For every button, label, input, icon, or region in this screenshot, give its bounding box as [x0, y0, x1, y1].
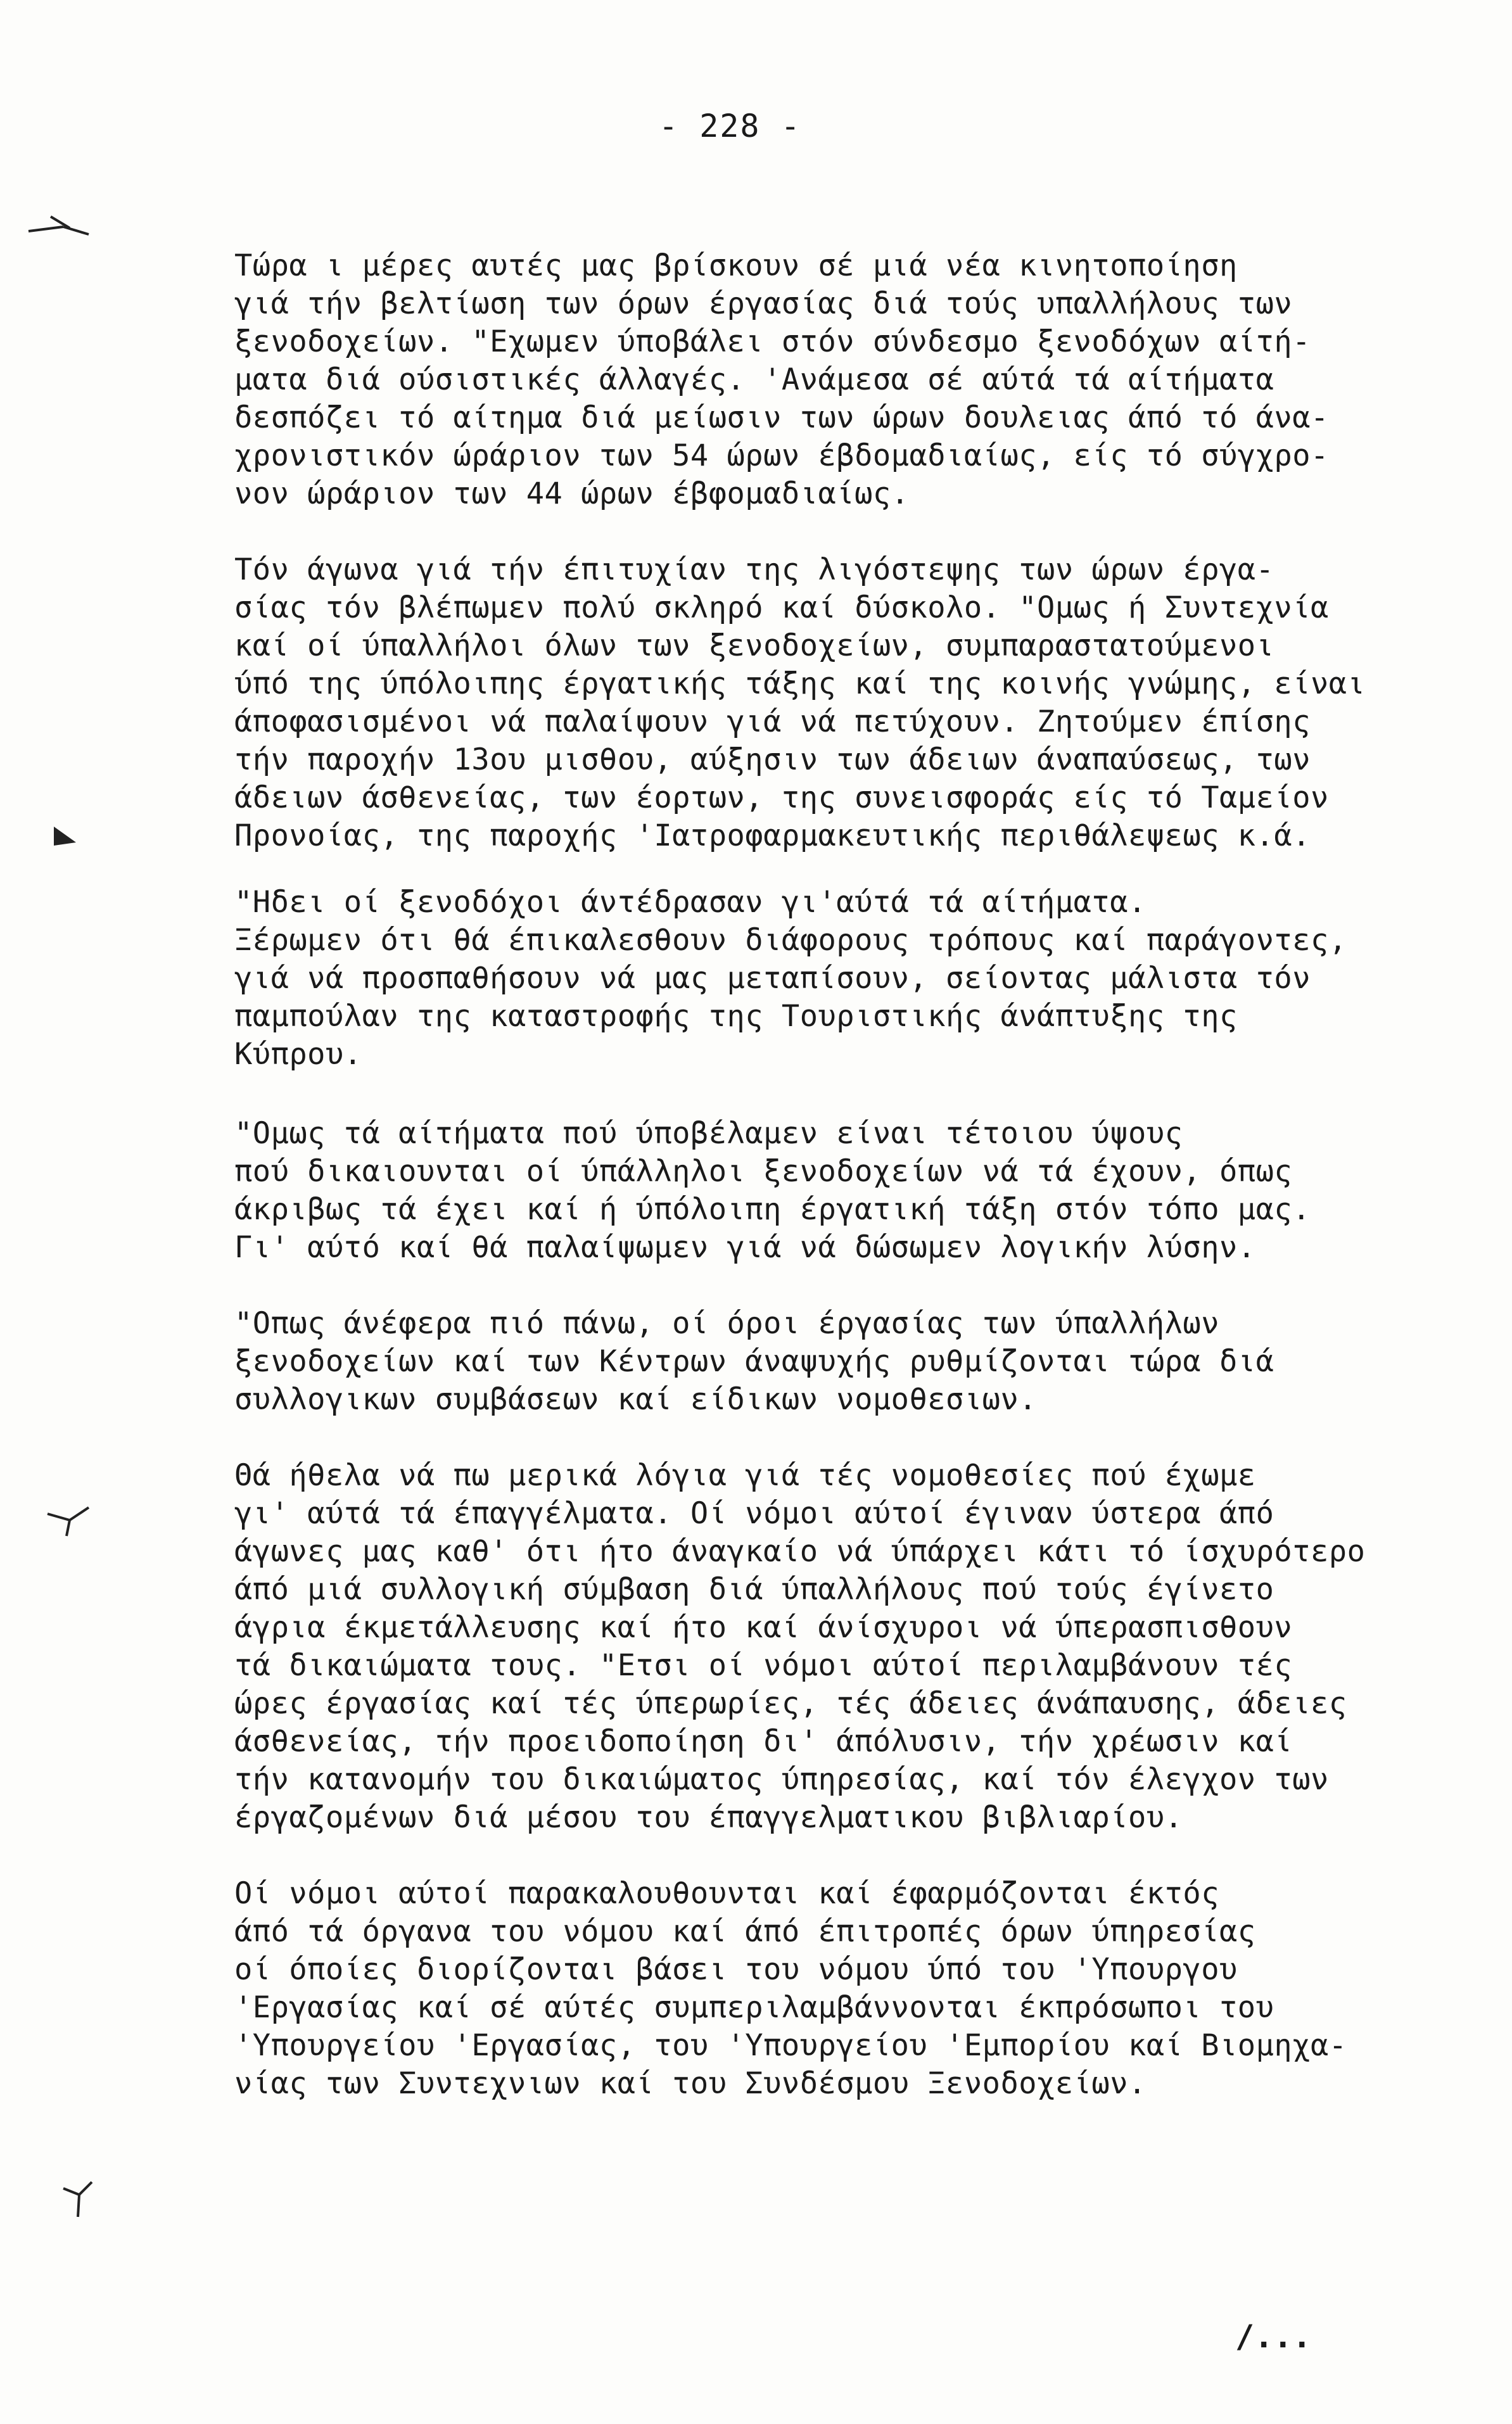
paragraph-4 [234, 1115, 1438, 1267]
page-number: - 228 - [659, 108, 801, 144]
paragraph-5 [234, 1305, 1438, 1419]
continuation-mark: /... [1235, 2318, 1312, 2355]
paragraph-6 [234, 1457, 1438, 1837]
paragraph-text: Τόν άγωνα γιά τήν έπιτυχίαν της λιγόστεψης των ώρων έργα- σίας τόν βλέπωμεν πολύ σκληρό καί δύσκολο. "Ομως ή Συντεχνία καί οί ύπαλλήλοι όλων των ξενοδοχείων, συμπαραστατούμενοι ύπό της ύπόλοιπης έργατικής τάξης καί της κοινής γνώμης, είναι άποφασισμένοι νά παλαίψουν γιά νά πετύχουν. Ζητούμεν έπίσης τήν παροχήν 13ου μισθου, αύξησιν των άδειων άναπαύσεως, των άδειων άσθενείας, των έορτων, της συνεισφοράς είς τό Ταμείον Προνοίας, της παροχής 'Ιατροφαρμακευτικής περιθάλεψεως κ.ά. [234, 552, 1366, 853]
paragraph-text: Θά ήθελα νά πω μερικά λόγια γιά τές νομοθεσίες πού έχωμε γι' αύτά τά έπαγγέλματα. Οί νόμοι αύτοί έγιναν ύστερα άπό άγωνες μας καθ' ότι ήτο άναγκαίο νά ύπάρχει κάτι τό ίσχυρότερο άπό μιά συλλογική σύμβαση διά ύπαλλήλους πού τούς έγίνετο άγρια έκμετάλλευσης καί ήτο καί άνίσχυροι νά ύπερασπισθουν τά δικαιώματα τους. "Ετσι οί νόμοι αύτοί περιλαμβάνουν τές ώρες έργασίας καί τές ύπερωρίες, τές άδειες άνάπαυσης, άδειες άσθενείας, τήν προειδοποίηση δι' άπόλυσιν, τήν χρέωσιν καί τήν κατανομήν του δικαιώματος ύπηρεσίας, καί τόν έλεγχον των έργαζομένων διά μέσου του έπαγγελματικου βιβλιαρίου. [234, 1458, 1366, 1835]
paragraph-text: Τώρα ι μέρες αυτές μας βρίσκουν σέ μιά νέα κινητοποίηση γιά τήν βελτίωση των όρων έργασίας διά τούς υπαλλήλους των ξενοδοχείων. "Εχωμεν ύποβάλει στόν σύνδεσμο ξενοδόχων αίτή- ματα διά ούσιστικές άλλαγές. 'Ανάμεσα σέ αύτά τά αίτήματα δεσπόζει τό αίτημα διά μείωσιν των ώρων δουλειας άπό τό άνα- χρονιστικόν ώράριον των 54 ώρων έβδομαδιαίως, είς τό σύγχρο- νον ώράριον των 44 ώρων έβφομαδιαίως. [234, 248, 1329, 511]
paragraph-text: "Ηδει οί ξενοδόχοι άντέδρασαν γι'αύτά τά αίτήματα. Ξέρωμεν ότι θά έπικαλεσθουν διάφορους τρόπους καί παράγοντες, γιά νά προσπαθήσουν νά μας μεταπίσουν, σείοντας μάλιστα τόν παμπούλαν της καταστροφής της Τουριστικής άνάπτυξης της Κύπρου. [234, 885, 1347, 1072]
margin-mark-arrow-top [25, 209, 95, 247]
margin-mark-arrow-middle [48, 817, 92, 855]
margin-mark-lower [44, 1501, 95, 1539]
margin-mark-bottom [60, 2179, 98, 2223]
paragraph-1 [234, 247, 1438, 513]
paragraph-2 [234, 551, 1438, 855]
paragraph-text: Οί νόμοι αύτοί παρακαλουθουνται καί έφαρμόζονται έκτός άπό τά όργανα του νόμου καί άπό έπιτροπές όρων ύπηρεσίας οί όποίες διορίζονται βάσει του νόμου ύπό του 'Υπουργου 'Εργασίας καί σέ αύτές συμπεριλαμβάννονται έκπρόσωποι του 'Υπουργείου 'Εργασίας, του 'Υπουργείου 'Εμπορίου καί Βιομηχα- νίας των Συντεχνιων καί του Συνδέσμου Ξενοδοχείων. [234, 1876, 1347, 2101]
paragraph-7 [234, 1875, 1438, 2103]
paragraph-3 [234, 884, 1438, 1074]
paragraph-text: "Ομως τά αίτήματα πού ύποβέλαμεν είναι τέτοιου ύψους πού δικαιουνται οί ύπάλληλοι ξενοδοχείων νά τά έχουν, όπως άκριβως τά έχει καί ή ύπόλοιπη έργατική τάξη στόν τόπο μας. Γι' αύτό καί θά παλαίψωμεν γιά νά δώσωμεν λογικήν λύσην. [234, 1116, 1311, 1265]
paragraph-text: "Οπως άνέφερα πιό πάνω, οί όροι έργασίας των ύπαλλήλων ξενοδοχείων καί των Κέντρων άναψυχής ρυθμίζονται τώρα διά συλλογικων συμβάσεων καί είδικων νομοθεσιων. [234, 1306, 1274, 1417]
